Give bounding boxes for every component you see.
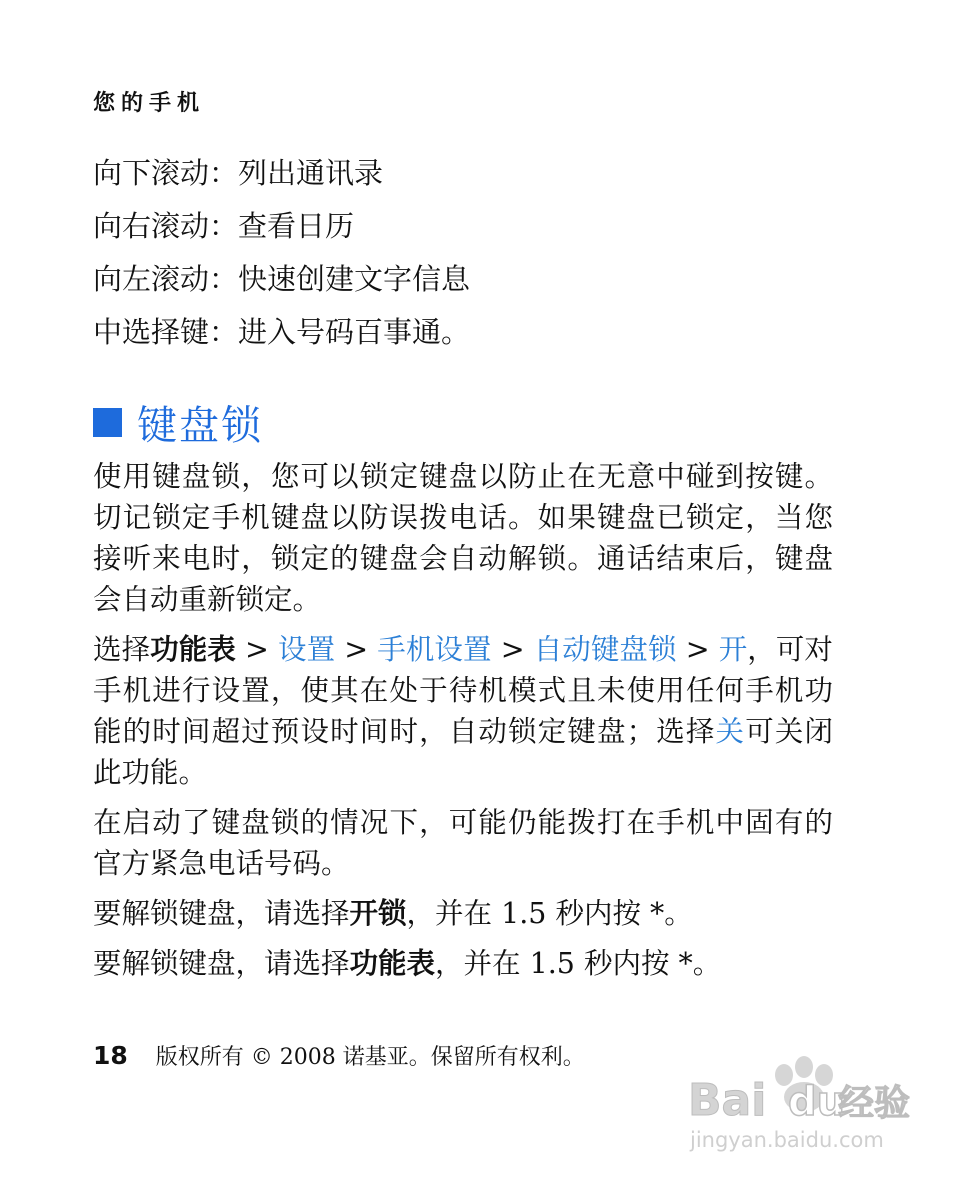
path-separator: > bbox=[235, 633, 278, 666]
menu-item-auto-keyguard: 自动键盘锁 bbox=[533, 633, 677, 666]
section-square-icon bbox=[93, 408, 122, 437]
text-fragment: 要解锁键盘，请选择 bbox=[93, 947, 350, 980]
shortcut-item: 中选择键：进入号码百事通。 bbox=[93, 315, 471, 349]
paragraph-intro: 使用键盘锁，您可以锁定键盘以防止在无意中碰到按键。切记锁定手机键盘以防误拨电话。如果键盘已锁定，当您接听来电时，锁定的键盘会自动解锁。通话结束后，键盘会自动重新锁定。 bbox=[93, 460, 833, 616]
shortcut-item: 向左滚动：快速创建文字信息 bbox=[93, 262, 471, 296]
section-title: 键盘锁 bbox=[137, 402, 263, 449]
watermark-brand: Bai bbox=[688, 1075, 767, 1126]
section-heading bbox=[93, 395, 263, 449]
text-fragment: ，可对手机进行设置，使其在处于待机模式且未使用任何手机功能的时间超过预设时间时，自动锁定键盘；选择 bbox=[93, 633, 833, 748]
page-header: 您的手机 bbox=[93, 91, 206, 116]
softkey-unlock: 开锁 bbox=[349, 897, 407, 930]
paragraph-unlock-1 bbox=[93, 893, 833, 934]
paragraph-unlock-2 bbox=[93, 943, 833, 984]
menu-item-phone-settings: 手机设置 bbox=[377, 633, 492, 666]
menu-item-settings: 设置 bbox=[278, 633, 336, 666]
watermark-url: jingyan.baidu.com bbox=[690, 1128, 884, 1152]
copyright-notice: 版权所有 © 2008 诺基亚。保留所有权利。 bbox=[155, 1045, 585, 1070]
shortcut-item: 向右滚动：查看日历 bbox=[93, 209, 355, 243]
text-fragment: 选择 bbox=[93, 633, 151, 666]
path-separator: > bbox=[491, 633, 534, 666]
text-fragment: 可关闭此功能。 bbox=[93, 715, 833, 789]
path-separator: > bbox=[676, 633, 719, 666]
watermark-label: 经验 bbox=[838, 1083, 911, 1124]
menu-item-functions: 功能表 bbox=[150, 633, 236, 666]
text-fragment: 要解锁键盘，请选择 bbox=[93, 897, 350, 930]
paragraph-settings-path bbox=[93, 629, 833, 793]
text-fragment: ，并在 1.5 秒内按 *。 bbox=[435, 947, 722, 980]
section-body bbox=[93, 456, 833, 993]
softkey-functions: 功能表 bbox=[349, 947, 436, 980]
shortcut-item: 向下滚动：列出通讯录 bbox=[93, 156, 384, 190]
shortcut-list bbox=[93, 152, 853, 364]
menu-item-on: 开 bbox=[718, 633, 748, 666]
paragraph-emergency: 在启动了键盘锁的情况下，可能仍能拨打在手机中固有的官方紧急电话号码。 bbox=[93, 806, 833, 880]
page-number: 18 bbox=[93, 1041, 128, 1070]
watermark-brand-2: du bbox=[788, 1079, 846, 1125]
menu-item-off: 关 bbox=[715, 715, 746, 748]
path-separator: > bbox=[335, 633, 378, 666]
baidu-jingyan-watermark bbox=[688, 1045, 938, 1155]
text-fragment: ，并在 1.5 秒内按 *。 bbox=[406, 897, 693, 930]
page-footer bbox=[93, 1040, 585, 1071]
